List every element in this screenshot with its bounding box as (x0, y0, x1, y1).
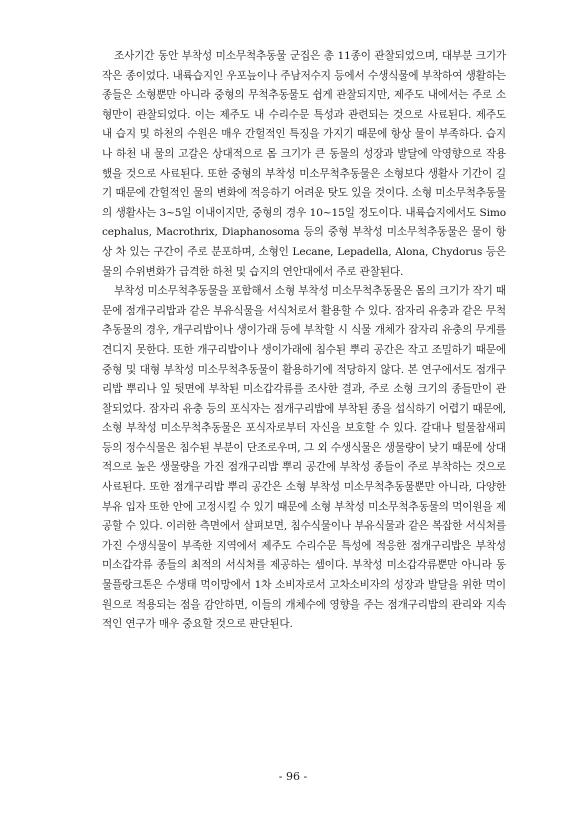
paragraph-1: 조사기간 동안 부착성 미소무척추동물 군집은 총 11종이 관찰되었으며, 대부분 크기가 작은 종이었다. 내륙습지인 우포늪이나 주남저수지 등에서 수생식물에 부착하여 생활하는 종들은 소형뿐만 아니라 중형의 무척추동물도 쉽게 관찰되지만, 제주도 내에서는 주로 소형만이 관찰되었다. 이는 제주도 내 수리수문 특성과 관련되는 것으로 사료된다. 제주도 내 습지 및 하천의 수원은 매우 간헐적인 특징을 가지기 때문에 항상 물이 부족하다. 습지나 하천 내 물의 고갈은 상대적으로 몸 크기가 큰 동물의 성장과 발달에 악영향으로 작용했을 것으로 사료된다. 또한 중형의 부착성 미소무척추동물은 소형보다 생활사 기간이 길기 때문에 간헐적인 물의 변화에 적응하기 어려운 탓도 있을 것이다. 소형 미소무척추동물의 생활사는 3~5일 이내이지만, 중형의 경우 10~15일 정도이다. 내륙습지에서도 Simocephalus, Macrothrix, Diaphanosoma 등의 중형 부착성 미소무척추동물은 물이 항상 차 있는 구간이 주로 분포하며, 소형인 Lecane, Lepadella, Alona, Chydorus 등은 물의 수위변화가 급격한 하천 및 습지의 연안대에서 주로 관찰된다. (102, 50, 506, 278)
page-number: - 96 - (278, 770, 308, 783)
document-body (102, 47, 506, 635)
paragraph-2: 부착성 미소무척추동물을 포함해서 소형 부착성 미소무척추동물은 몸의 크기가 작기 때문에 점개구리밥과 같은 부유식물을 서식처로서 활용할 수 있다. 잠자리 유충과 같은 무척추동물의 경우, 개구리밥이나 생이가래 등에 부착할 시 식물 개체가 잠자리 유충의 무게를 견디지 못한다. 또한 개구리밥이나 생이가래에 침수된 뿌리 공간은 작고 조밀하기 때문에 중형 및 대형 부착성 미소무척추동물이 활용하기에 적당하지 않다. 본 연구에서도 점개구리밥 뿌리나 잎 뒷면에 부착된 미소갑각류를 조사한 결과, 주로 소형 크기의 종들만이 관찰되었다. 잠자리 유충 등의 포식자는 점개구리밥에 부착된 종을 섭식하기 어렵기 때문에, 소형 부착성 미소무척추동물은 포식자로부터 자신을 보호할 수 있다. 갈대나 털물참새피 등의 정수식물은 침수된 부분이 단조로우며, 그 외 수생식물은 생물량이 낮기 때문에 상대적으로 높은 생물량을 가진 점개구리밥 뿌리 공간에 부착성 종들이 주로 부착하는 것으로 사료된다. 또한 점개구리밥 뿌리 공간은 소형 부착성 미소무척추동물뿐만 아니라, 다양한 부유 입자 또한 안에 고정시킬 수 있기 때문에 소형 부착성 미소무척추동물의 먹이원을 제공할 수 있다. 이러한 측면에서 살펴보면, 침수식물이나 부유식물과 같은 복잡한 서식처를 가진 수생식물이 부족한 지역에서 제주도 수리수문 특성에 적응한 점개구리밥은 부착성 미소갑각류 종들의 최적의 서식처를 제공하는 셈이다. 부착성 미소갑각류뿐만 아니라 동물플랑크톤은 수생태 먹이망에서 1차 소비자로서 고차소비자의 성장과 발달을 위한 먹이원으로 적용되는 점을 감안하면, 이들의 개체수에 영향을 주는 점개구리밥의 관리와 지속적인 연구가 매우 중요할 것으로 판단된다. (102, 285, 506, 631)
